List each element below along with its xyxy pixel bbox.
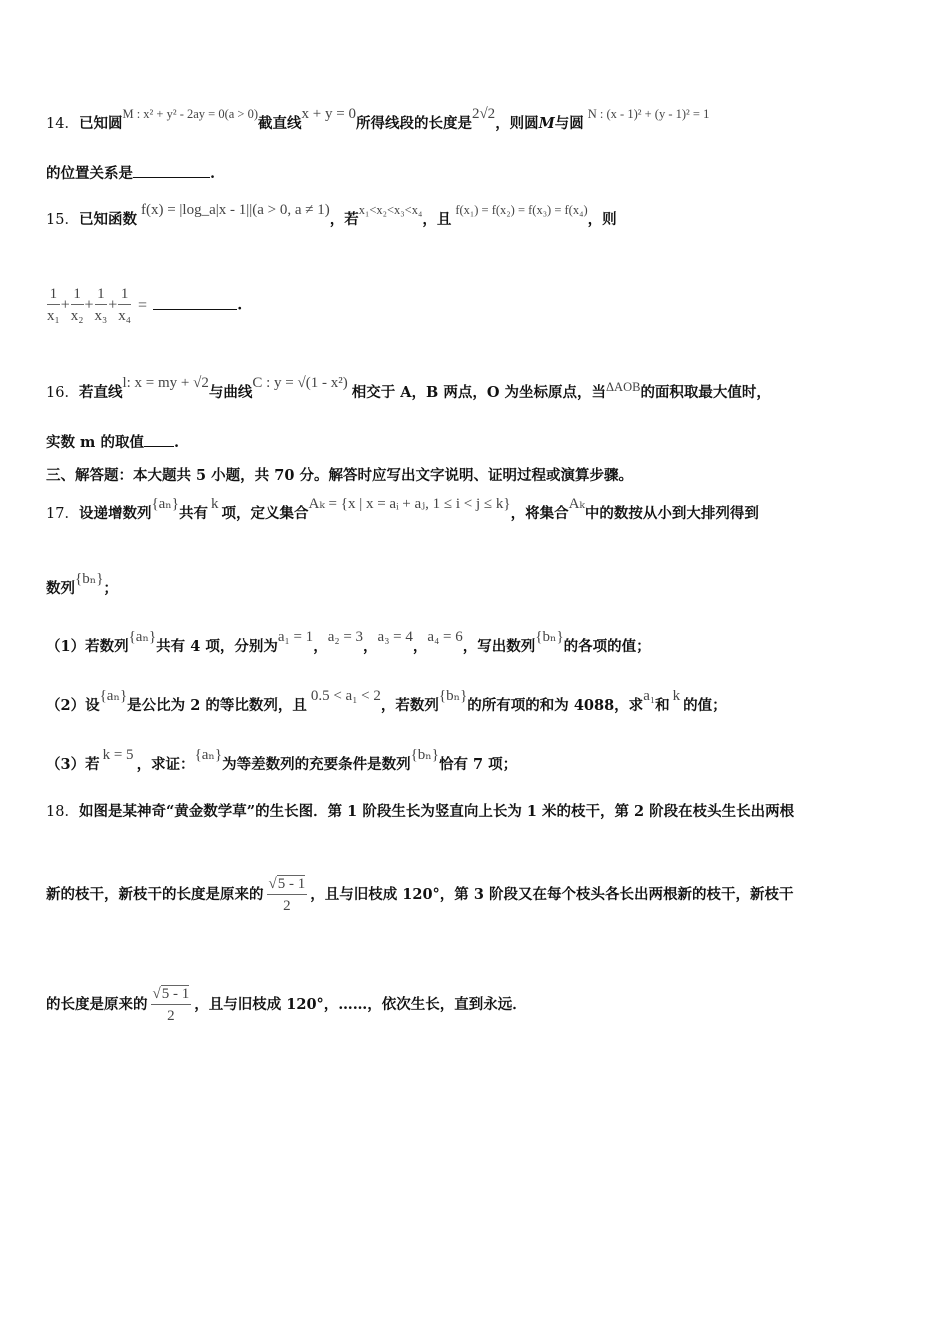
golden-ratio-fraction: $\frac{√5 - 1}{2}$ [268,875,306,914]
q17-line1: 17．设递增数列{aₙ}共有k项，定义集合Aₖ = {x | x = aᵢ + aⱼ, 1 ≤ i < j ≤ k}，将集合Aₖ中的数按从小到大排列得到 [46,496,759,522]
q17-number: 17． [46,506,79,522]
reciprocal-sum: $\frac{1}{\text{x₁}}$ + $\frac{1}{\text{x₂}}$ + $\frac{1}{\text{x₃}}$ + $\frac{1}{\text{x₄}}$ = . [46,284,242,327]
k-symbol: k [211,496,219,512]
curve-c-equation: C : y = √(1 - x²) [252,375,348,391]
q16-line1: 16．若直线l: x = my + √2与曲线C : y = √(1 - x²)相交于 A，B 两点，O 为坐标原点，当ΔAOB的面积取最大值时， [46,375,771,401]
set-ak-definition: Aₖ = {x | x = aᵢ + aⱼ, 1 ≤ i < j ≤ k} [308,496,511,512]
answer-blank [133,163,210,178]
q15-number: 15． [46,212,79,228]
answer-blank [144,432,174,447]
q17-part3: （3）若k = 5，求证：{aₙ}为等差数列的充要条件是数列{bₙ}恰有 7 项； [46,747,518,773]
chord-length: 2√2 [471,106,496,122]
fraction-x1: $\frac{1}{\text{x₁}}$ [47,286,60,324]
sequence-a: {aₙ} [151,496,179,512]
sequence-b: {bₙ} [75,571,104,587]
q18-number: 18． [46,804,79,820]
circle-n-equation: N : (x - 1)² + (y - 1)² = 1 [587,107,710,121]
fraction-x3: $\frac{1}{\text{x₃}}$ [94,286,108,324]
q17-part2: （2）设{aₙ}是公比为 2 的等比数列，且0.5 < a₁ < 2，若数列{bₙ}的所有项的和为 4088，求a₁和k的值； [46,688,727,714]
golden-ratio-fraction: $\frac{√5 - 1}{2}$ [152,985,190,1024]
set-ak: Aₖ [568,496,585,512]
fraction-x4: $\frac{1}{\text{x₄}}$ [118,286,132,324]
q16-number: 16． [46,385,79,401]
q17-part1: （1）若数列{aₙ}共有 4 项，分别为a₁ = 1，a₂ = 3，a₃ = 4，a₄ = 6，写出数列{bₙ}的各项的值； [46,629,651,655]
section-heading: 三、解答题：本大题共 5 小题，共 70 分。解答时应写出文字说明、证明过程或演算步骤。 [46,467,633,484]
q14-line2: 的位置关系是 . [46,165,216,182]
q14-line1: 14．已知圆M : x² + y² - 2ay = 0(a > 0)截直线x + y = 0所得线段的长度是2√2，则圆M与圆N : (x - 1)² + (y - 1)² = 1 [46,106,710,132]
q15-line1: 15．已知函数f(x) = |log_a|x - 1||(a > 0, a ≠ 1)，若x₁<x₂<x₃<x₄，且f(x₁) = f(x₂) = f(x₃) = f(x₄)，则 [46,202,617,228]
triangle-aob: ΔAOB [606,380,641,394]
line-equation: x + y = 0 [301,106,356,122]
circle-m-equation: M : x² + y² - 2ay = 0(a > 0) [122,107,259,121]
q14-number: 14． [46,116,79,132]
q18-line2: 新的枝干，新枝干的长度是原来的 $\frac{√5 - 1}{2}$ ，且与旧枝成 120°，第 3 阶段又在每个枝头各长出两根新的枝干，新枝干 [46,870,910,920]
x-ordering: x₁<x₂<x₃<x₄ [358,203,423,217]
fraction-x2: $\frac{1}{\text{x₂}}$ [70,286,84,324]
q18-line1: 18．如图是某神奇“黄金数学草”的生长图．第 1 阶段生长为竖直向上长为 1 米的枝干，第 2 阶段在枝头生长出两根 [46,803,795,820]
function-definition: f(x) = |log_a|x - 1||(a > 0, a ≠ 1) [140,202,330,218]
q16-line2: 实数 m 的取值 . [46,434,180,451]
answer-blank [153,295,237,310]
function-equalities: f(x₁) = f(x₂) = f(x₃) = f(x₄) [455,203,588,217]
q18-line3: 的长度是原来的 $\frac{√5 - 1}{2}$ ，且与旧枝成 120°，……，依次生长，直到永远． [46,980,910,1030]
q17-line2: 数列{bₙ}； [46,571,118,597]
line-l-equation: l: x = my + √2 [122,375,209,391]
